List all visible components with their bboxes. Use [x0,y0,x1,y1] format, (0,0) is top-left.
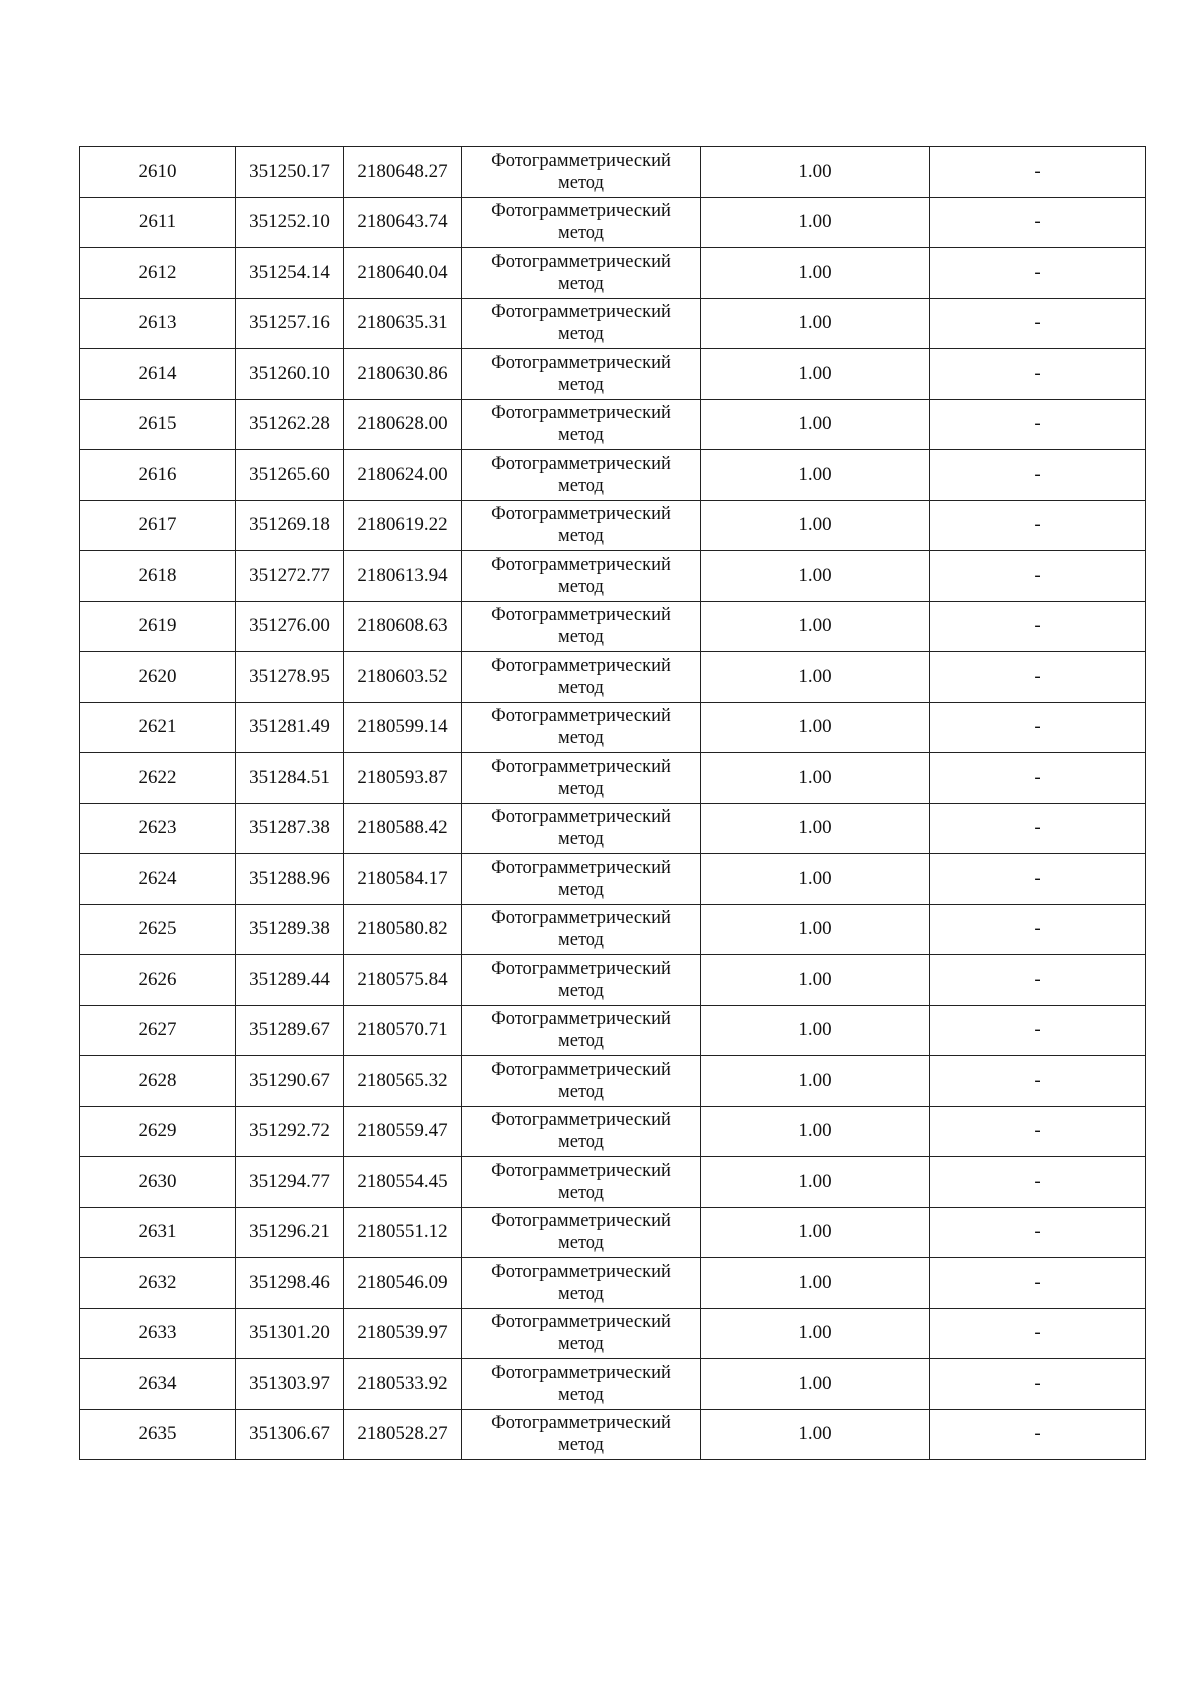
method-line-1: Фотограмметрический [491,453,671,474]
method-cell [462,854,701,905]
y-coordinate-cell: 2180551.12 [344,1207,462,1258]
method-cell [462,702,701,753]
method-line-1: Фотограмметрический [491,756,671,777]
method-line-2: метод [558,728,604,749]
note-cell: - [930,1157,1146,1208]
method-line-1: Фотограмметрический [491,1362,671,1383]
y-coordinate-cell: 2180640.04 [344,248,462,299]
note-cell: - [930,854,1146,905]
table-row [80,904,1146,955]
method-line-1: Фотограмметрический [491,504,671,525]
point-number-cell: 2616 [80,450,236,501]
point-number-cell: 2615 [80,399,236,450]
method-line-2: метод [558,526,604,547]
method-line-1: Фотограмметрический [491,403,671,424]
table-row [80,753,1146,804]
x-coordinate-cell: 351289.44 [236,955,344,1006]
x-coordinate-cell: 351287.38 [236,803,344,854]
method-cell [462,904,701,955]
point-number-cell: 2613 [80,298,236,349]
method-cell [462,399,701,450]
method-line-1: Фотограмметрический [491,1413,671,1434]
method-line-2: метод [558,1031,604,1052]
point-number-cell: 2612 [80,248,236,299]
method-line-2: метод [558,1283,604,1304]
table-row [80,349,1146,400]
table-row [80,1005,1146,1056]
accuracy-cell: 1.00 [701,753,930,804]
point-number-cell: 2632 [80,1258,236,1309]
note-cell: - [930,803,1146,854]
y-coordinate-cell: 2180624.00 [344,450,462,501]
x-coordinate-cell: 351296.21 [236,1207,344,1258]
coordinates-table [79,146,1146,1460]
x-coordinate-cell: 351276.00 [236,601,344,652]
table-row [80,1359,1146,1410]
x-coordinate-cell: 351252.10 [236,197,344,248]
y-coordinate-cell: 2180643.74 [344,197,462,248]
method-cell [462,1157,701,1208]
x-coordinate-cell: 351303.97 [236,1359,344,1410]
point-number-cell: 2623 [80,803,236,854]
method-line-1: Фотограмметрический [491,1110,671,1131]
accuracy-cell: 1.00 [701,1258,930,1309]
accuracy-cell: 1.00 [701,955,930,1006]
note-cell: - [930,450,1146,501]
method-line-2: метод [558,1233,604,1254]
table-row [80,197,1146,248]
method-line-2: метод [558,627,604,648]
accuracy-cell: 1.00 [701,1207,930,1258]
method-cell [462,500,701,551]
method-line-1: Фотограмметрический [491,1009,671,1030]
point-number-cell: 2611 [80,197,236,248]
accuracy-cell: 1.00 [701,1359,930,1410]
note-cell: - [930,1409,1146,1460]
accuracy-cell: 1.00 [701,854,930,905]
y-coordinate-cell: 2180570.71 [344,1005,462,1056]
accuracy-cell: 1.00 [701,298,930,349]
method-line-2: метод [558,1182,604,1203]
x-coordinate-cell: 351288.96 [236,854,344,905]
method-line-2: метод [558,778,604,799]
x-coordinate-cell: 351294.77 [236,1157,344,1208]
method-line-2: метод [558,425,604,446]
method-line-1: Фотограмметрический [491,655,671,676]
method-cell [462,803,701,854]
point-number-cell: 2627 [80,1005,236,1056]
accuracy-cell: 1.00 [701,803,930,854]
table-row [80,399,1146,450]
method-line-2: метод [558,879,604,900]
y-coordinate-cell: 2180588.42 [344,803,462,854]
x-coordinate-cell: 351284.51 [236,753,344,804]
accuracy-cell: 1.00 [701,500,930,551]
x-coordinate-cell: 351257.16 [236,298,344,349]
y-coordinate-cell: 2180608.63 [344,601,462,652]
method-line-1: Фотограмметрический [491,807,671,828]
note-cell: - [930,197,1146,248]
method-line-2: метод [558,1132,604,1153]
table-row [80,702,1146,753]
table-row [80,1308,1146,1359]
point-number-cell: 2610 [80,147,236,198]
accuracy-cell: 1.00 [701,601,930,652]
y-coordinate-cell: 2180599.14 [344,702,462,753]
point-number-cell: 2621 [80,702,236,753]
table-row [80,652,1146,703]
method-line-2: метод [558,1384,604,1405]
method-line-2: метод [558,1435,604,1456]
accuracy-cell: 1.00 [701,399,930,450]
note-cell: - [930,1308,1146,1359]
method-line-2: метод [558,475,604,496]
table-row [80,450,1146,501]
method-line-1: Фотограмметрический [491,1312,671,1333]
x-coordinate-cell: 351301.20 [236,1308,344,1359]
x-coordinate-cell: 351272.77 [236,551,344,602]
table-row [80,601,1146,652]
accuracy-cell: 1.00 [701,450,930,501]
y-coordinate-cell: 2180565.32 [344,1056,462,1107]
point-number-cell: 2617 [80,500,236,551]
y-coordinate-cell: 2180635.31 [344,298,462,349]
accuracy-cell: 1.00 [701,1005,930,1056]
accuracy-cell: 1.00 [701,551,930,602]
method-line-2: метод [558,1081,604,1102]
x-coordinate-cell: 351289.38 [236,904,344,955]
accuracy-cell: 1.00 [701,1056,930,1107]
y-coordinate-cell: 2180546.09 [344,1258,462,1309]
y-coordinate-cell: 2180628.00 [344,399,462,450]
point-number-cell: 2624 [80,854,236,905]
table-row [80,147,1146,198]
note-cell: - [930,298,1146,349]
method-line-1: Фотограмметрический [491,1160,671,1181]
method-line-2: метод [558,677,604,698]
coordinates-table-body [80,147,1146,1460]
point-number-cell: 2628 [80,1056,236,1107]
point-number-cell: 2629 [80,1106,236,1157]
method-line-1: Фотограмметрический [491,908,671,929]
note-cell: - [930,1056,1146,1107]
method-cell [462,601,701,652]
accuracy-cell: 1.00 [701,349,930,400]
method-cell [462,652,701,703]
table-row [80,298,1146,349]
accuracy-cell: 1.00 [701,1106,930,1157]
method-line-2: метод [558,374,604,395]
method-cell [462,349,701,400]
y-coordinate-cell: 2180630.86 [344,349,462,400]
note-cell: - [930,1359,1146,1410]
x-coordinate-cell: 351250.17 [236,147,344,198]
note-cell: - [930,1106,1146,1157]
y-coordinate-cell: 2180528.27 [344,1409,462,1460]
method-line-2: метод [558,980,604,1001]
note-cell: - [930,652,1146,703]
x-coordinate-cell: 351281.49 [236,702,344,753]
method-line-2: метод [558,172,604,193]
table-row [80,1207,1146,1258]
point-number-cell: 2622 [80,753,236,804]
method-line-2: метод [558,223,604,244]
method-line-2: метод [558,273,604,294]
method-line-1: Фотограмметрический [491,201,671,222]
method-line-1: Фотограмметрический [491,352,671,373]
x-coordinate-cell: 351254.14 [236,248,344,299]
accuracy-cell: 1.00 [701,1409,930,1460]
method-cell [462,1258,701,1309]
y-coordinate-cell: 2180619.22 [344,500,462,551]
point-number-cell: 2634 [80,1359,236,1410]
note-cell: - [930,955,1146,1006]
x-coordinate-cell: 351306.67 [236,1409,344,1460]
accuracy-cell: 1.00 [701,248,930,299]
method-line-1: Фотограмметрический [491,554,671,575]
accuracy-cell: 1.00 [701,904,930,955]
table-row [80,500,1146,551]
x-coordinate-cell: 351269.18 [236,500,344,551]
method-line-1: Фотограмметрический [491,1211,671,1232]
x-coordinate-cell: 351260.10 [236,349,344,400]
y-coordinate-cell: 2180575.84 [344,955,462,1006]
method-line-1: Фотограмметрический [491,150,671,171]
method-cell [462,1106,701,1157]
accuracy-cell: 1.00 [701,197,930,248]
method-cell [462,1056,701,1107]
method-line-1: Фотограмметрический [491,251,671,272]
accuracy-cell: 1.00 [701,147,930,198]
point-number-cell: 2614 [80,349,236,400]
note-cell: - [930,248,1146,299]
point-number-cell: 2626 [80,955,236,1006]
x-coordinate-cell: 351262.28 [236,399,344,450]
note-cell: - [930,399,1146,450]
method-cell [462,298,701,349]
note-cell: - [930,1207,1146,1258]
method-cell [462,197,701,248]
table-row [80,955,1146,1006]
point-number-cell: 2618 [80,551,236,602]
point-number-cell: 2620 [80,652,236,703]
method-cell [462,1359,701,1410]
y-coordinate-cell: 2180648.27 [344,147,462,198]
y-coordinate-cell: 2180559.47 [344,1106,462,1157]
note-cell: - [930,500,1146,551]
method-line-1: Фотограмметрический [491,958,671,979]
table-row [80,803,1146,854]
x-coordinate-cell: 351278.95 [236,652,344,703]
table-row [80,248,1146,299]
table-row [80,1106,1146,1157]
accuracy-cell: 1.00 [701,702,930,753]
method-line-2: метод [558,324,604,345]
note-cell: - [930,349,1146,400]
x-coordinate-cell: 351289.67 [236,1005,344,1056]
note-cell: - [930,753,1146,804]
method-cell [462,450,701,501]
note-cell: - [930,1005,1146,1056]
method-line-1: Фотограмметрический [491,857,671,878]
note-cell: - [930,551,1146,602]
point-number-cell: 2633 [80,1308,236,1359]
y-coordinate-cell: 2180593.87 [344,753,462,804]
method-line-2: метод [558,576,604,597]
table-row [80,1258,1146,1309]
y-coordinate-cell: 2180613.94 [344,551,462,602]
method-cell [462,248,701,299]
method-cell [462,1005,701,1056]
note-cell: - [930,702,1146,753]
point-number-cell: 2635 [80,1409,236,1460]
x-coordinate-cell: 351265.60 [236,450,344,501]
note-cell: - [930,601,1146,652]
note-cell: - [930,1258,1146,1309]
x-coordinate-cell: 351292.72 [236,1106,344,1157]
table-row [80,854,1146,905]
accuracy-cell: 1.00 [701,652,930,703]
method-line-2: метод [558,829,604,850]
x-coordinate-cell: 351290.67 [236,1056,344,1107]
method-cell [462,1308,701,1359]
table-row [80,1157,1146,1208]
method-line-1: Фотограмметрический [491,605,671,626]
method-line-2: метод [558,930,604,951]
note-cell: - [930,904,1146,955]
method-cell [462,753,701,804]
method-cell [462,1409,701,1460]
y-coordinate-cell: 2180533.92 [344,1359,462,1410]
point-number-cell: 2631 [80,1207,236,1258]
accuracy-cell: 1.00 [701,1157,930,1208]
method-cell [462,147,701,198]
method-line-2: метод [558,1334,604,1355]
point-number-cell: 2630 [80,1157,236,1208]
point-number-cell: 2619 [80,601,236,652]
table-row [80,551,1146,602]
y-coordinate-cell: 2180539.97 [344,1308,462,1359]
method-cell [462,1207,701,1258]
method-cell [462,551,701,602]
table-row [80,1056,1146,1107]
method-line-1: Фотограмметрический [491,706,671,727]
y-coordinate-cell: 2180603.52 [344,652,462,703]
note-cell: - [930,147,1146,198]
x-coordinate-cell: 351298.46 [236,1258,344,1309]
y-coordinate-cell: 2180584.17 [344,854,462,905]
method-line-1: Фотограмметрический [491,1059,671,1080]
accuracy-cell: 1.00 [701,1308,930,1359]
y-coordinate-cell: 2180580.82 [344,904,462,955]
method-line-1: Фотограмметрический [491,1261,671,1282]
point-number-cell: 2625 [80,904,236,955]
y-coordinate-cell: 2180554.45 [344,1157,462,1208]
method-cell [462,955,701,1006]
method-line-1: Фотограмметрический [491,302,671,323]
table-row [80,1409,1146,1460]
